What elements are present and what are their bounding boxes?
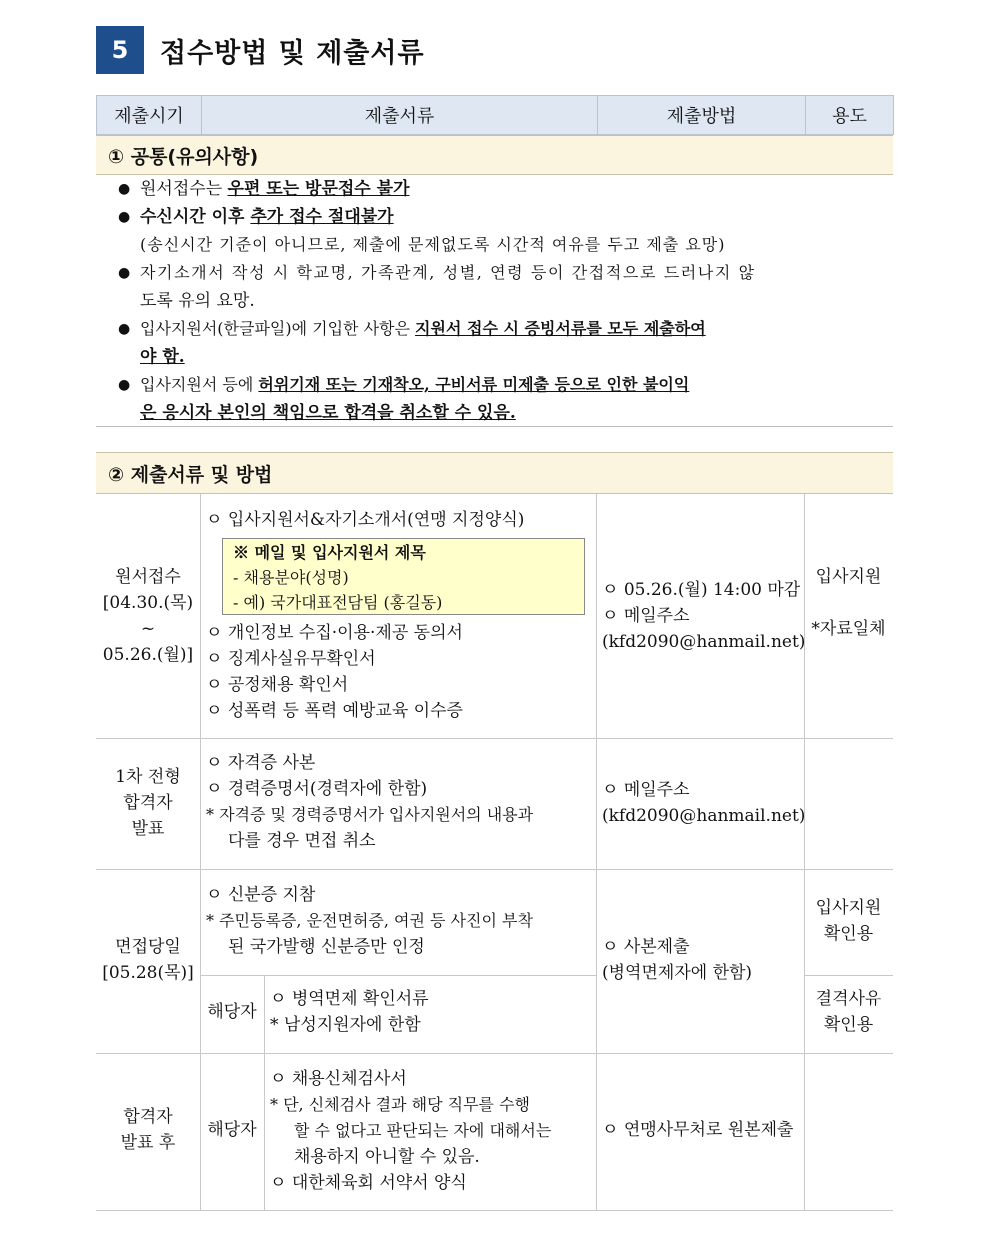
section-title: 접수방법 및 제출서류 <box>160 37 425 69</box>
bullet-icon: ● <box>118 265 131 281</box>
note-line: 도록 유의 요망. <box>140 291 255 311</box>
note-line: 수신시간 이후 추가 접수 절대불가 <box>140 207 394 227</box>
note-line: (송신시간 기준이 아니므로, 제출에 문제없도록 시간적 여유를 두고 제출 요망) <box>140 235 726 254</box>
header-documents: 제출서류 <box>202 96 598 135</box>
row3-purpose: 입사지원 확인용 <box>815 898 882 944</box>
note-line: 야 함. <box>140 347 185 367</box>
row2-method: ㅇ 메일주소 (kfd2090@hanmail.net) <box>602 780 806 826</box>
note-line: 입사지원서(한글파일)에 기입한 사항은 지원서 접수 시 증빙서류를 모두 제출하여 <box>140 319 706 338</box>
row2-doc: ㅇ 자격증 사본 ㅇ 경력증명서(경력자에 한함) * 자격증 및 경력증명서가 입사지원서의 내용과 다를 경우 면접 취소 <box>206 753 534 851</box>
common-notes-title: ① 공통(유의사항) <box>96 135 893 175</box>
bullet-icon: ● <box>118 181 131 197</box>
row1-method: ㅇ 05.26.(월) 14:00 마감 ㅇ 메일주소 (kfd2090@hanmail.net) <box>602 580 806 652</box>
column-header-table <box>96 95 894 135</box>
bullet-icon: ● <box>118 209 131 225</box>
row1-doc: ㅇ 입사지원서&자기소개서(연맹 지정양식) <box>206 510 525 530</box>
row3-applicable: 해당자 <box>207 1002 257 1022</box>
row4-applicable: 해당자 <box>207 1120 257 1140</box>
row1-period: 원서접수 [04.30.(목) ~ 05.26.(월)] <box>102 567 194 665</box>
row4-period: 합격자 발표 후 <box>120 1107 176 1153</box>
section-heading <box>96 26 425 74</box>
row1-doc: ㅇ 개인정보 수집·이용·제공 동의서 ㅇ 징계사실유무확인서 ㅇ 공정채용 확인서 ㅇ 성폭력 등 폭력 예방교육 이수증 <box>206 623 463 721</box>
row2-period: 1차 전형 합격자 발표 <box>115 767 181 839</box>
bullet-icon: ● <box>118 321 131 337</box>
section-number: 5 <box>96 26 144 74</box>
row3-period: 면접당일 [05.28(목)] <box>102 937 194 983</box>
note-line: 입사지원서 등에 허위기재 또는 기재착오, 구비서류 미제출 등으로 인한 불이익 <box>140 375 690 394</box>
header-period: 제출시기 <box>97 96 202 135</box>
row4-method: ㅇ 연맹사무처로 원본제출 <box>602 1120 794 1140</box>
row4-doc: ㅇ 채용신체검사서 * 단, 신체검사 결과 해당 직무를 수행 할 수 없다고 판단되는 자에 대해서는 채용하지 아니할 수 있음. ㅇ 대한체육회 서약서 양식 <box>270 1069 552 1193</box>
row1-purpose: 입사지원 *자료일체 <box>811 567 886 639</box>
row3-purpose-2: 결격사유 확인용 <box>815 989 882 1035</box>
common-notes <box>96 175 893 427</box>
email-subject-note: ※ 메일 및 입사지원서 제목 - 채용분야(성명) - 예) 국가대표전담팀 (홍길동) <box>222 538 585 615</box>
documents-section-title: ② 제출서류 및 방법 <box>96 452 893 494</box>
bullet-icon: ● <box>118 377 131 393</box>
header-purpose: 용도 <box>806 96 894 135</box>
row3-method: ㅇ 사본제출 (병역면제자에 한함) <box>602 937 753 983</box>
note-line: 원서접수는 우편 또는 방문접수 불가 <box>140 179 410 199</box>
note-line: 은 응시자 본인의 책임으로 합격을 취소할 수 있음. <box>140 403 516 423</box>
row3-subdoc: ㅇ 병역면제 확인서류 * 남성지원자에 한함 <box>270 989 429 1035</box>
note-line: 자기소개서 작성 시 학교명, 가족관계, 성별, 연령 등이 간접적으로 드러나지 않 <box>140 263 756 282</box>
row3-doc: ㅇ 신분증 지참 * 주민등록증, 운전면허증, 여권 등 사진이 부착 된 국가발행 신분증만 인정 <box>206 885 533 957</box>
header-method: 제출방법 <box>598 96 806 135</box>
